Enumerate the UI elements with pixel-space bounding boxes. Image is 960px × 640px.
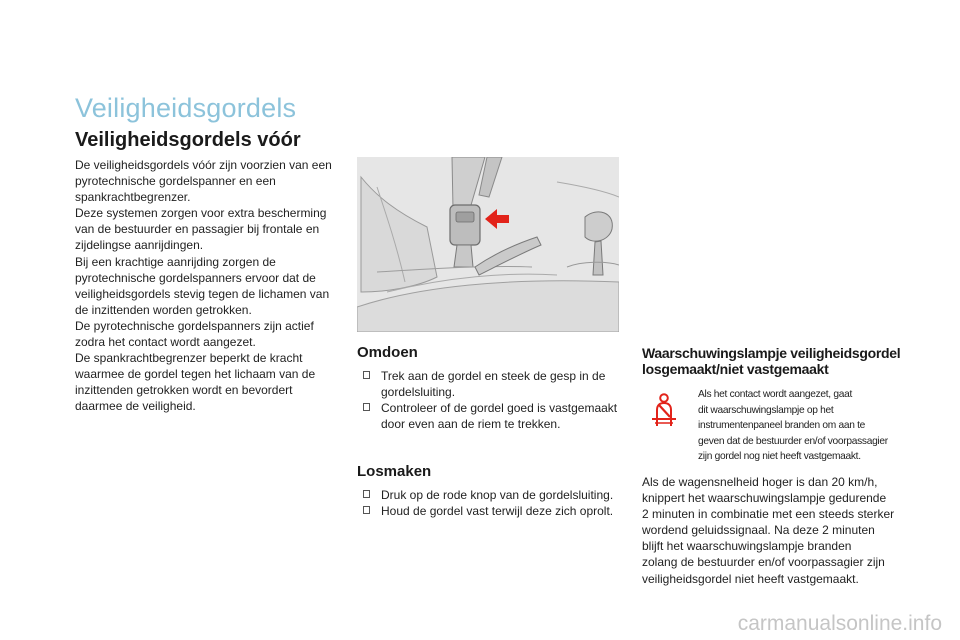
watermark: carmanualsonline.info <box>737 612 942 635</box>
list-item <box>357 487 619 503</box>
checkbox-bullet-icon <box>363 506 370 514</box>
intro-paragraph: Bij een krachtige aanrijding zorgen de pyrotechnische gordelspanners ervoor dat de veiligheidsgordels stevig tegen de lichamen van de inzittenden worden getrokken. <box>75 254 330 317</box>
list-item-text: Druk op de rode knop van de gordelsluiting. <box>381 488 614 502</box>
list-item-text: Trek aan de gordel en steek de gesp in de gordelsluiting. <box>381 369 606 400</box>
warning-body-line: zolang de bestuurder en/of voorpassagier zijn <box>642 555 885 570</box>
list-item <box>357 368 619 400</box>
warning-body-line: blijft het waarschuwingslampje branden <box>642 539 852 554</box>
warning-note <box>698 387 918 465</box>
warning-note-line: zijn gordel nog niet heeft vastgemaakt. <box>698 451 861 462</box>
checkbox-bullet-icon <box>363 490 370 498</box>
intro-text <box>75 157 333 415</box>
warning-note-line: Als het contact wordt aangezet, gaat <box>698 389 853 400</box>
intro-paragraph: De spankrachtbegrenzer beperkt de kracht waarmee de gordel tegen het lichaam van de inzittenden getrokken wordt en bevordert daarmee de veiligheid. <box>75 351 316 414</box>
warning-heading <box>642 345 922 377</box>
list-item-text: Controleer of de gordel goed is vastgemaakt door even aan de riem te trekken. <box>381 401 618 432</box>
section-title: Veiligheidsgordels vóór <box>75 129 301 151</box>
losmaken-list <box>357 487 619 519</box>
list-item <box>357 503 619 519</box>
warning-note-line: dit waarschuwingslampje op het <box>698 404 834 416</box>
warning-note-line: instrumentenpaneel branden om aan te <box>698 420 866 431</box>
list-item-text: Houd de gordel vast terwijl deze zich oprolt. <box>381 504 614 519</box>
warning-note-line: geven dat de bestuurder en/of voorpassagier <box>698 435 888 447</box>
list-item <box>357 400 619 432</box>
page-title: Veiligheidsgordels <box>75 93 297 123</box>
intro-paragraph: De pyrotechnische gordelspanners zijn actief zodra het contact wordt aangezet. <box>75 318 314 350</box>
checkbox-bullet-icon <box>363 371 370 379</box>
omdoen-heading: Omdoen <box>357 344 418 361</box>
losmaken-heading: Losmaken <box>357 463 432 480</box>
warning-heading-line: losgemaakt/niet vastgemaakt <box>642 361 829 377</box>
warning-body-line: knippert het waarschuwingslampje gedurende <box>642 491 887 506</box>
intro-paragraph: Deze systemen zorgen voor extra bescherming van de bestuurder en passagier bij frontale en zijdelingse aanrijdingen. <box>75 206 327 253</box>
seatbelt-buckle-illustration <box>357 157 619 332</box>
checkbox-bullet-icon <box>363 403 370 411</box>
omdoen-list <box>357 368 619 432</box>
warning-body-line: veiligheidsgordel niet heeft vastgemaakt. <box>642 571 859 586</box>
warning-body-line: 2 minuten in combinatie met een steeds sterker <box>642 507 895 522</box>
intro-paragraph: De veiligheidsgordels vóór zijn voorzien van een pyrotechnische gordelspanner en een spankrachtbegrenzer. <box>75 158 332 205</box>
warning-body-line: wordend geluidssignaal. Na deze 2 minuten <box>642 523 875 538</box>
seatbelt-warning-icon <box>651 393 677 427</box>
warning-body-line: Als de wagensnelheid hoger is dan 20 km/h, <box>642 475 878 489</box>
warning-heading-line: Waarschuwingslampje veiligheidsgordel <box>642 345 901 361</box>
warning-body <box>642 474 920 587</box>
